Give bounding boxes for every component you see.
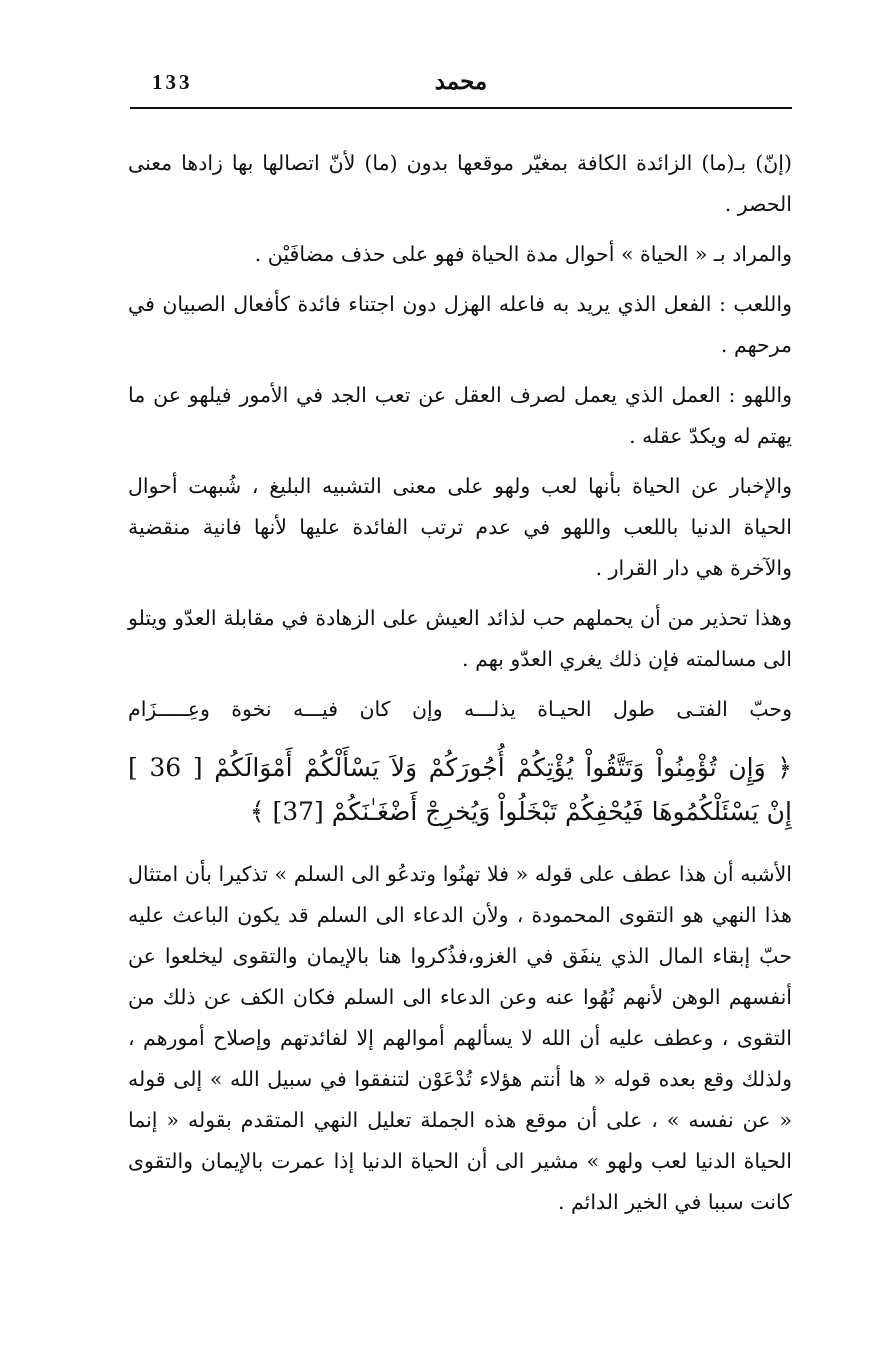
quran-verse-block (128, 746, 792, 834)
paragraph-1: (إنّ) بـ(ما) الزائدة الكافة بمغيّر موقعها بدون (ما) لأنّ اتصالها بها زادها معنى الحصر . (128, 151, 792, 216)
paragraph-4: واللهو : العمل الذي يعمل لصرف العقل عن تعب الجد في الأمور فيلهو عن ما يهتم له ويكدّ عقله . (128, 383, 792, 448)
paragraph-3: واللعب : الفعل الذي يريد به فاعله الهزل دون اجتناء فائدة كأفعال الصبيان في مرحهم . (128, 292, 792, 357)
commentary-paragraph: الأشبه أن هذا عطف على قوله « فلا تهنُوا وتدعُو الى السلم » تذكيرا بأن امتثال هذا النهي هو التقوى المحمودة ، ولأن الدعاء الى السلم قد يكون الباعث عليه حبّ إبقاء المال الذي ينفَق في الغزو،فذُكروا هنا بالإيمان والتقوى ليخلعوا عن أنفسهم الوهن لأنهم نُهُوا عنه وعن الدعاء الى السلم فكان الكف عن ذلك من التقوى ، وعطف عليه أن الله لا يسألهم أموالهم إلا لفائدتهم وإصلاح أمورهم ، ولذلك وقع بعده قوله « ها أنتم هؤلاء تُدْعَوْن لتنفقوا في سبيل الله » إلى قوله « عن نفسه » ، على أن موقع هذه الجملة تعليل النهي المتقدم بقوله « إنما الحياة الدنيا لعب ولهو » مشير الى أن الحياة الدنيا إذا عمرت بالإيمان والتقوى كانت سببا في الخير الدائم . (128, 862, 792, 1214)
page-header (130, 66, 792, 106)
quran-verse-line-1: ﴿ وَإِن تُؤْمِنُواْ وَتَتَّقُواْ يُؤْتِكُمْ أُجُورَكُمْ وَلاَ يَسْأَلْكُمْ أَمْوَالَكُمْ [ 36 ] (128, 753, 792, 782)
paragraph-5: والإخبار عن الحياة بأنها لعب ولهو على معنى التشبيه البليغ ، شُبهت أحوال الحياة الدنيا باللعب واللهو في عدم ترتب الفائدة عليها لأنها فانية منقضية والآخرة هي دار القرار . (128, 474, 792, 580)
poetry-verse: وحبّ الفتـى طول الحيـاة يذلـــه وإن كان فيـــه نخوة وعِـــــزَام (128, 697, 792, 721)
header-rule (130, 107, 792, 109)
paragraph-2: والمراد بـ « الحياة » أحوال مدة الحياة فهو على حذف مضافَيْن . (254, 242, 792, 266)
running-title: محمد (434, 68, 488, 95)
page-body (128, 143, 792, 1232)
quran-verse-line-2: إِنْ يَسْئَلْكُمُوهَا فَيُحْفِكُمْ تَبْخَلُواْ وَيُخرِجْ أَضْغَـٰنَكُمْ [37] ﴾ (249, 797, 792, 826)
page-number: 133 (152, 70, 193, 94)
paragraph-6: وهذا تحذير من أن يحملهم حب لذائد العيش على الزهادة في مقابلة العدّو ويتلو الى مسالمته فإن ذلك يغري العدّو بهم . (128, 606, 792, 671)
